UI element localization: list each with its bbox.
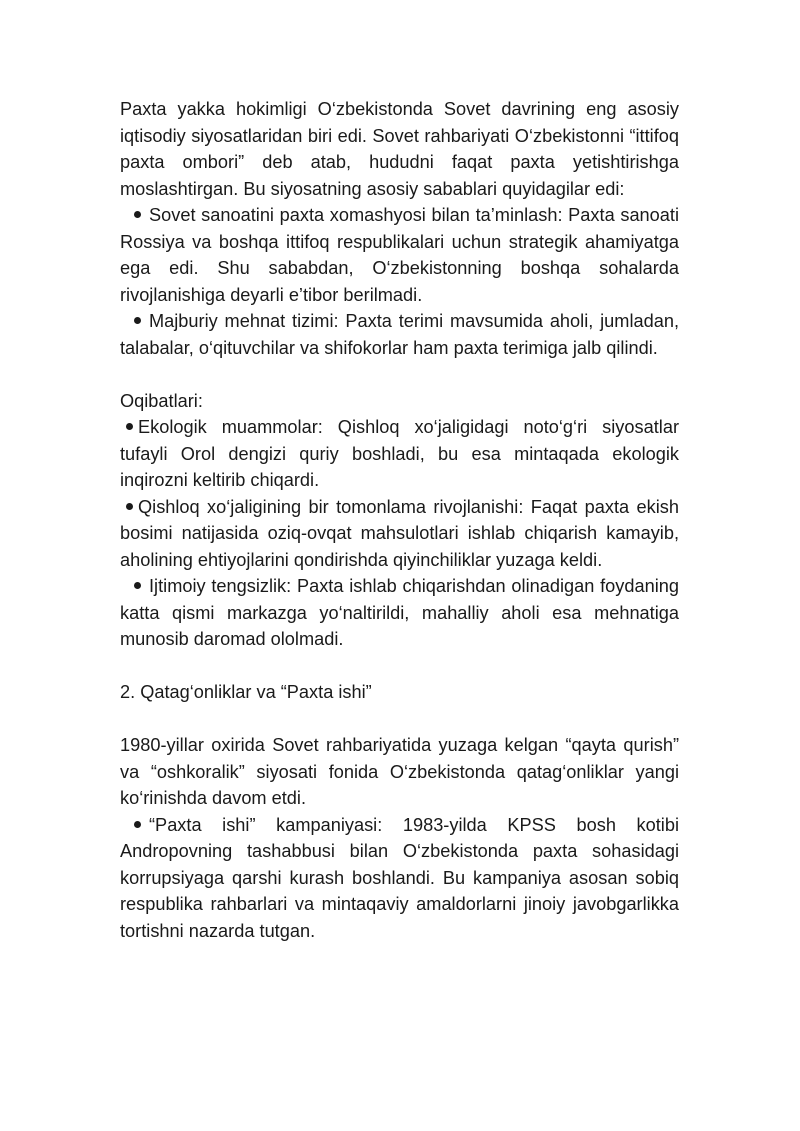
spacer [120, 653, 679, 680]
bullet-icon [134, 582, 141, 589]
reason-text-1: Sovet sanoatini paxta xomashyosi bilan ta’minlash: Paxta sanoati Rossiya va boshqa ittifoq respublikalari uchun strategik ahamiyatga ega edi. Shu sababdan, O‘zbekistonning boshqa sohalarda rivojlanishiga deyarli e’tibor berilmadi. [120, 205, 679, 305]
consequence-text-2: Qishloq xo‘jaligining bir tomonlama rivojlanishi: Faqat paxta ekish bosimi natijasida oziq-ovqat mahsulotlari ishlab chiqarish kamayib, aholining ehtiyojlarini qondirishda qiyinchiliklar yuzaga keldi. [120, 496, 679, 570]
spacer [120, 361, 679, 388]
consequences-heading: Oqibatlari: [120, 390, 203, 411]
consequence-text-1: Ekologik muammolar: Qishloq xo‘jaligidagi noto‘g‘ri siyosatlar tufayli Orol dengizi quriy boshladi, bu esa mintaqada ekologik inqirozni keltirib chiqardi. [120, 417, 679, 490]
consequence-bullet-3 [120, 573, 679, 653]
bullet-icon [134, 211, 141, 218]
intro-paragraph: Paxta yakka hokimligi O‘zbekistonda Sovet davrining eng asosiy iqtisodiy siyosatlaridan biri edi. Sovet rahbariyati O‘zbekistonni “ittifoq paxta ombori” deb atab, hududni faqat paxta yetishtirishga moslashtirgan. Bu siyosatning asosiy sabablari quyidagilar edi: [120, 99, 679, 199]
reason-bullet-1 [120, 202, 679, 308]
spacer [120, 706, 679, 733]
bullet-icon [134, 317, 141, 324]
section-2-bullet-1 [120, 812, 679, 945]
section-2-bullet-text-1: “Paxta ishi” kampaniyasi: 1983-yilda KPSS bosh kotibi Andropovning tashabbusi bilan O‘zbekistonda paxta sohasidagi korrupsiyaga qarshi kurash boshlandi. Bu kampaniya asosan sobiq respublika rahbarlari va mintaqaviy amaldorlarni jinoiy javobgarlikka tortishni nazarda tutgan. [120, 814, 679, 941]
consequence-bullet-2 [120, 494, 679, 574]
bullet-icon [134, 821, 141, 828]
bullet-icon [126, 503, 133, 510]
section-2-heading: 2. Qatag‘onliklar va “Paxta ishi” [120, 682, 372, 702]
consequence-bullet-1 [120, 414, 679, 494]
bullet-icon [126, 423, 133, 430]
consequence-text-3: Ijtimoiy tengsizlik: Paxta ishlab chiqarishdan olinadigan foydaning katta qismi markazga yo‘naltirildi, mahalliy aholi esa mehnatiga munosib daromad ololmadi. [120, 576, 679, 649]
reason-text-2: Majburiy mehnat tizimi: Paxta terimi mavsumida aholi, jumladan, talabalar, o‘qituvchilar va shifokorlar ham paxta terimiga jalb qilindi. [120, 311, 679, 358]
reason-bullet-2 [120, 308, 679, 361]
section-2-intro: 1980-yillar oxirida Sovet rahbariyatida yuzaga kelgan “qayta qurish” va “oshkoralik” siyosati fonida O‘zbekistonda qatag‘onliklar yangi ko‘rinishda davom etdi. [120, 735, 679, 808]
document-body [120, 96, 679, 944]
